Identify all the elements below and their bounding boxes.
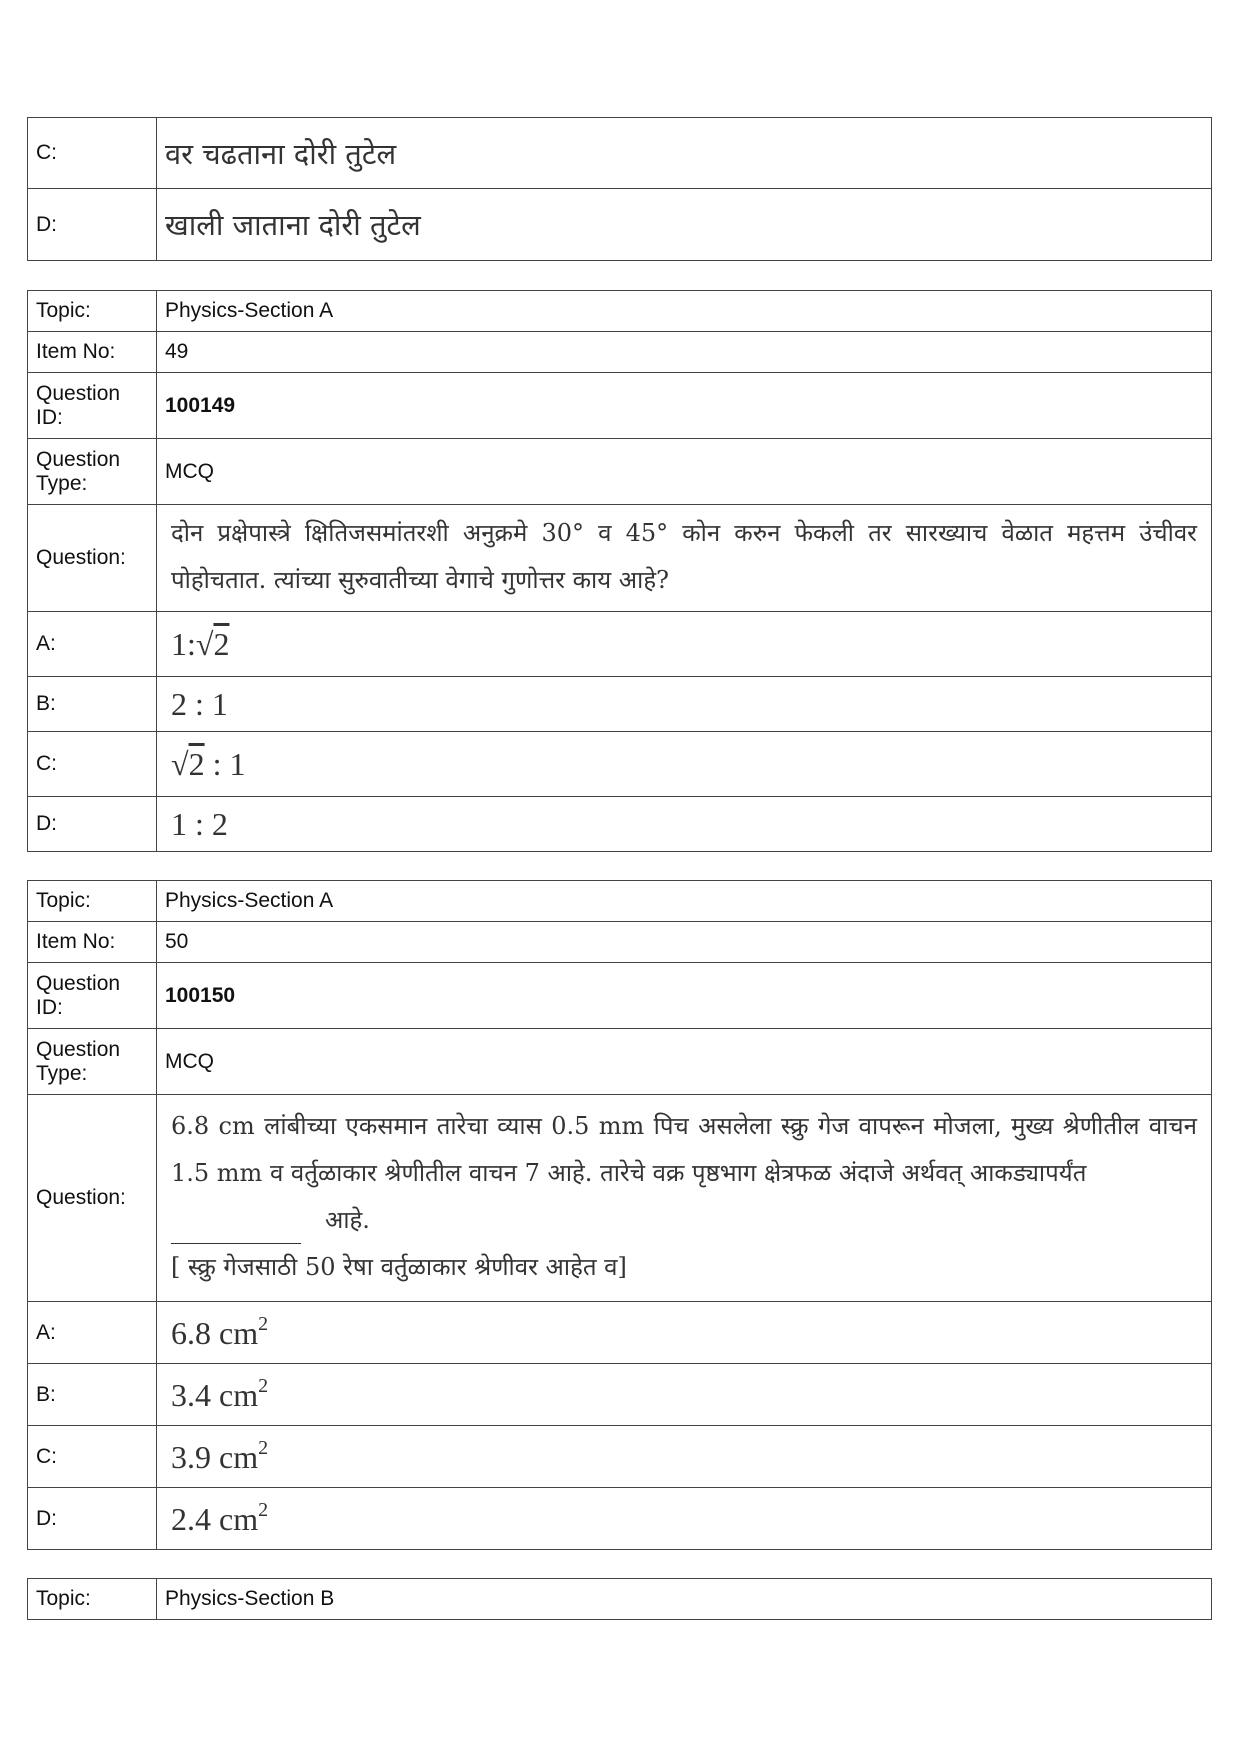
option-a-radicand: 2 [213, 625, 230, 662]
option-c-exponent: 2 [258, 1437, 269, 1459]
item-no-label: Item No: [28, 332, 157, 373]
option-c-post: : 1 [204, 745, 246, 782]
item-no-row [28, 922, 1212, 963]
option-row-c [28, 118, 1212, 189]
question-type-row [28, 439, 1212, 505]
option-d-value [157, 797, 1212, 852]
option-row-a [28, 612, 1212, 677]
option-row-c [28, 1426, 1212, 1488]
option-a-pre: 1:√ [171, 625, 214, 662]
option-row-c [28, 732, 1212, 797]
option-label: D: [28, 1488, 157, 1550]
option-d-value [157, 1488, 1212, 1550]
option-c-value [157, 732, 1212, 797]
option-c-radicand: 2 [188, 745, 205, 782]
question-type-label: Question Type: [28, 439, 157, 505]
question-id-row [28, 373, 1212, 439]
question-label: Question: [28, 1095, 157, 1302]
option-d-exponent: 2 [258, 1499, 269, 1521]
question-id-label: Question ID: [28, 963, 157, 1029]
question-text: दोन प्रक्षेपास्त्रे क्षितिजसमांतरशी अनुक्रमे 30° व 45° कोन करुन फेकली तर सारख्याच वेळात महत्तम उंचीवर पोहोचतात. त्यांच्या सुरुवातीच्या वेगाचे गुणोत्तर काय आहे? [157, 505, 1212, 612]
option-label: A: [28, 1302, 157, 1364]
question-paragraph-2-text: आहे. [325, 1206, 370, 1234]
topic-row [28, 291, 1212, 332]
question-type-label: Question Type: [28, 1029, 157, 1095]
question-block-next [27, 1578, 1212, 1620]
question-type-row [28, 1029, 1212, 1095]
topic-label: Topic: [28, 291, 157, 332]
question-row [28, 1095, 1212, 1302]
option-label: A: [28, 612, 157, 677]
option-c-text: 3.9 cm [171, 1439, 259, 1475]
question-paragraph-2 [171, 1197, 1197, 1244]
option-label: B: [28, 1364, 157, 1426]
option-text: खाली जाताना दोरी तुटेल [157, 189, 1212, 261]
option-d-pre: 1 : 2 [171, 805, 228, 842]
option-row-a [28, 1302, 1212, 1364]
question-block-49 [27, 290, 1212, 852]
option-b-value [157, 1364, 1212, 1426]
option-c-value [157, 1426, 1212, 1488]
option-label: B: [28, 677, 157, 732]
topic-row [28, 881, 1212, 922]
option-b-text: 3.4 cm [171, 1377, 259, 1413]
question-id-label: Question ID: [28, 373, 157, 439]
option-a-value [157, 1302, 1212, 1364]
option-row-b [28, 1364, 1212, 1426]
option-label: C: [28, 732, 157, 797]
question-block-50 [27, 880, 1212, 1550]
item-no-row [28, 332, 1212, 373]
topic-value: Physics-Section A [157, 291, 1212, 332]
option-b-exponent: 2 [258, 1375, 269, 1397]
topic-value: Physics-Section B [157, 1579, 1212, 1620]
option-text: वर चढताना दोरी तुटेल [157, 118, 1212, 189]
question-type-value: MCQ [157, 1029, 1212, 1095]
question-paragraph-1: 6.8 cm लांबीच्या एकसमान तारेचा व्यास 0.5 mm पिच असलेला स्क्रु गेज वापरून मोजला, मुख्य श्रेणीतील वाचन 1.5 mm व वर्तुळाकार श्रेणीतील वाचन 7 आहे. तारेचे वक्र पृष्ठभाग क्षेत्रफळ अंदाजे अर्थवत् आकड्यापर्यंत [171, 1112, 1197, 1187]
question-id-value: 100150 [157, 963, 1212, 1029]
option-a-value [157, 612, 1212, 677]
option-label: D: [28, 797, 157, 852]
answer-blank [171, 1217, 301, 1244]
option-row-b [28, 677, 1212, 732]
option-d-text: 2.4 cm [171, 1501, 259, 1537]
previous-question-options [27, 117, 1212, 261]
item-no-value: 49 [157, 332, 1212, 373]
option-a-exponent: 2 [258, 1313, 269, 1335]
option-b-value [157, 677, 1212, 732]
item-no-label: Item No: [28, 922, 157, 963]
topic-label: Topic: [28, 881, 157, 922]
option-label: D: [28, 189, 157, 261]
topic-label: Topic: [28, 1579, 157, 1620]
question-text [157, 1095, 1212, 1302]
option-row-d [28, 189, 1212, 261]
question-paragraph-3: [ स्क्रु गेजसाठी 50 रेषा वर्तुळाकार श्रेणीवर आहेत व] [171, 1253, 627, 1281]
option-b-pre: 2 : 1 [171, 685, 228, 722]
option-row-d [28, 1488, 1212, 1550]
question-id-value: 100149 [157, 373, 1212, 439]
question-type-value: MCQ [157, 439, 1212, 505]
item-no-value: 50 [157, 922, 1212, 963]
option-c-pre: √ [171, 745, 189, 782]
question-row [28, 505, 1212, 612]
question-id-row [28, 963, 1212, 1029]
option-label: C: [28, 118, 157, 189]
option-row-d [28, 797, 1212, 852]
option-a-text: 6.8 cm [171, 1315, 259, 1351]
topic-value: Physics-Section A [157, 881, 1212, 922]
topic-row [28, 1579, 1212, 1620]
option-label: C: [28, 1426, 157, 1488]
question-label: Question: [28, 505, 157, 612]
